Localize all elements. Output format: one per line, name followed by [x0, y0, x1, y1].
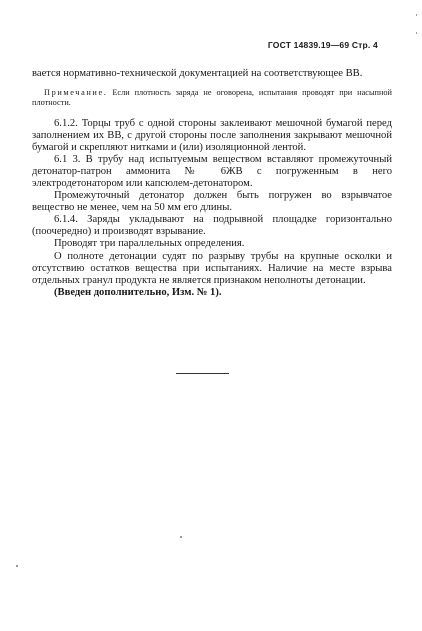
- paragraph-three-determinations: Проводят три параллельных определения.: [54, 238, 245, 250]
- document-body: [32, 68, 392, 299]
- paragraph-6-1-3: 6.1 3. В трубу над испытуемым веществом вставляют промежуточный детонатор-патрон аммонита № 6ЖВ с погруженным в него электродетонатором или капсюлем-детонатором.: [32, 153, 392, 189]
- scan-speck: [416, 14, 417, 16]
- scan-speck: [180, 536, 182, 538]
- paragraph-detonation-completeness: О полноте детонации судят по разрыву трубы на крупные осколки и отсутствию остатков вещества при испытаниях. Наличие на месте взрыва отдельных гранул продукта не является признаком неполноты детонации.: [32, 250, 392, 286]
- paragraph-6-1-2: 6.1.2. Торцы труб с одной стороны заклеивают мешочной бумагой перед заполнением их ВВ, с другой стороны после заполнения закрывают мешочной бумагой и скрепляют нитками и (или) изоляционной лентой.: [32, 117, 392, 153]
- end-divider: [176, 373, 229, 374]
- amendment-note: (Введен дополнительно, Изм. № 1).: [54, 286, 222, 298]
- paragraph-intermediate-detonator: Промежуточный детонатор должен быть погружен во взрывчатое вещество не менее, чем на 50 мм его длины.: [32, 190, 392, 214]
- continuation-paragraph: вается нормативно-технической документацией на соответствующее ВВ.: [32, 68, 363, 79]
- scan-speck: [416, 32, 417, 34]
- note-paragraph: [32, 88, 392, 108]
- page-header: ГОСТ 14839.19—69 Стр. 4: [267, 40, 378, 50]
- note-label: Примечание.: [44, 88, 108, 98]
- note-text: Если плотность заряда не оговорена, испытания проводят при насыпной плотности.: [32, 88, 392, 108]
- paragraph-6-1-4: 6.1.4. Заряды укладывают на подрывной площадке горизонтально (поочередно) и производят взрывание.: [32, 214, 392, 238]
- scan-speck: [16, 565, 18, 567]
